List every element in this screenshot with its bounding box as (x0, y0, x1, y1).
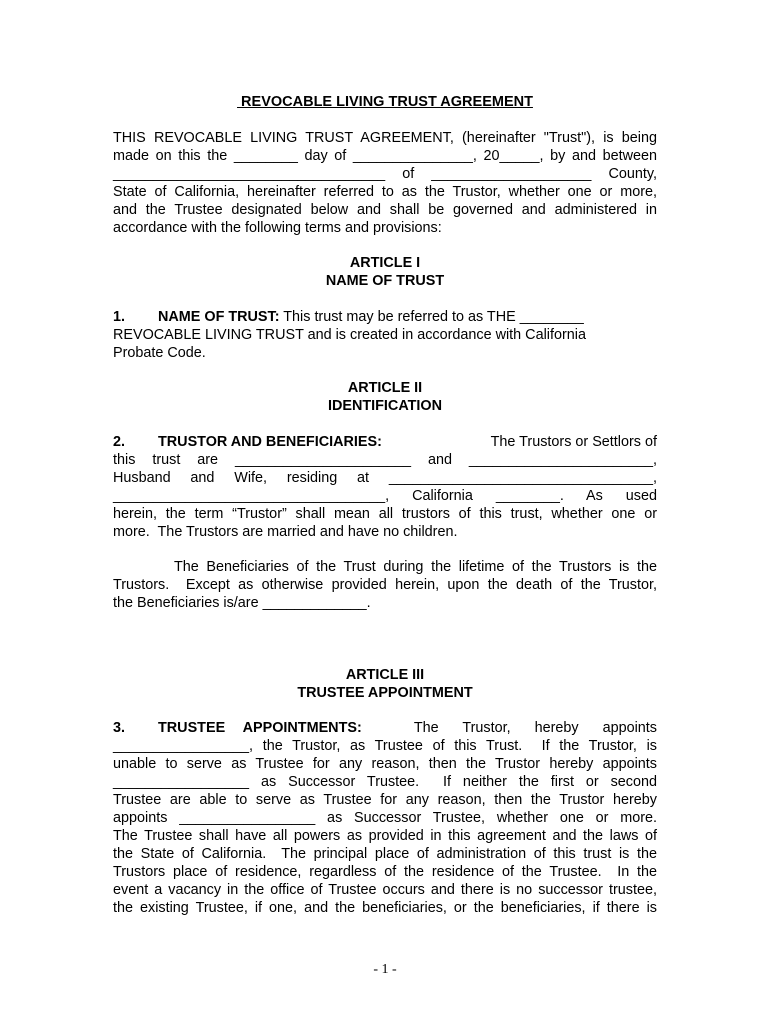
section-3-line: Trustors place of residence, regardless of the residence of the Trustee. In the (113, 864, 657, 880)
section-3-line: _________________, the Trustor, as Trustee of this Trust. If the Trustor, is (113, 738, 657, 754)
section-2-line: more. The Trustors are married and have no children. (113, 524, 458, 540)
article-3-heading: ARTICLE III (345, 667, 425, 683)
section-label: TRUSTOR AND BENEFICIARIES: (158, 434, 382, 450)
beneficiaries-line: The Beneficiaries of the Trust during the lifetime of the Trustors is the (113, 559, 657, 575)
section-1-first-line (113, 308, 657, 326)
section-3-line: unable to serve as Trustee for any reason, then the Trustor hereby appoints (113, 756, 657, 772)
section-2-line: Husband and Wife, residing at _________________________________, (113, 470, 657, 486)
beneficiaries-line: Trustors. Except as otherwise provided herein, upon the death of the Trustor, (113, 577, 657, 593)
article-2-heading: ARTICLE II (347, 380, 423, 396)
section-3-line: the State of California. The principal place of administration of this trust is the (113, 846, 657, 862)
beneficiaries-line: the Beneficiaries is/are _____________. (113, 595, 371, 611)
section-text: The Trustor, hereby appoints (413, 720, 657, 736)
section-3-line: appoints _________________ as Successor Trustee, whether one or more. (113, 810, 657, 826)
section-text: This trust may be referred to as THE ________ (279, 309, 584, 325)
section-1-line: REVOCABLE LIVING TRUST and is created in accordance with California (113, 327, 586, 343)
section-3-line: the existing Trustee, if one, and the beneficiaries, or the beneficiaries, if there is (113, 900, 657, 916)
preamble-line: accordance with the following terms and provisions: (113, 220, 442, 236)
section-2-paragraph (113, 433, 657, 541)
preamble-paragraph (113, 129, 657, 237)
article-2-subheading: IDENTIFICATION (327, 398, 443, 414)
section-label: NAME OF TRUST: (158, 309, 280, 325)
section-3-line: Trustee are able to serve as Trustee for any reason, then the Trustor hereby (113, 792, 657, 808)
section-3-line: _________________ as Successor Trustee. If neither the first or second (113, 774, 657, 790)
preamble-line: THIS REVOCABLE LIVING TRUST AGREEMENT, (hereinafter "Trust"), is being (113, 130, 657, 146)
document-title: REVOCABLE LIVING TRUST AGREEMENT (237, 94, 533, 110)
section-3-paragraph (113, 719, 657, 917)
section-3-line: event a vacancy in the office of Trustee occurs and there is no successor trustee, (113, 882, 657, 898)
beneficiaries-paragraph (113, 558, 657, 612)
preamble-line: and the Trustee designated below and shall be governed and administered in (113, 202, 657, 218)
article-3-subheading: TRUSTEE APPOINTMENT (297, 685, 473, 701)
article-1-heading: ARTICLE I (349, 255, 421, 271)
section-number: 2. (113, 434, 126, 450)
section-2-first-line (113, 433, 657, 451)
preamble-line: made on this the ________ day of _______________, 20_____, by and between (113, 148, 657, 164)
section-number: 3. (113, 720, 126, 736)
preamble-line: __________________________________ of ____________________ County, (113, 166, 657, 182)
section-1-paragraph (113, 308, 657, 362)
section-label: TRUSTEE APPOINTMENTS: (158, 720, 362, 736)
section-1-line: Probate Code. (113, 345, 206, 361)
preamble-line: State of California, hereinafter referred to as the Trustor, whether one or more, (113, 184, 657, 200)
section-2-line: herein, the term “Trustor” shall mean all trustors of this trust, whether one or (113, 506, 657, 522)
section-3-first-line (113, 719, 657, 737)
section-number: 1. (113, 309, 126, 325)
section-2-line: this trust are ______________________ and _______________________, (113, 452, 657, 468)
article-1-subheading: NAME OF TRUST (325, 273, 445, 289)
section-text: The Trustors or Settlors of (490, 434, 657, 450)
section-2-line: __________________________________, California ________. As used (113, 488, 657, 504)
section-3-line: The Trustee shall have all powers as provided in this agreement and the laws of (113, 828, 657, 844)
page-number: - 1 - (373, 962, 397, 977)
